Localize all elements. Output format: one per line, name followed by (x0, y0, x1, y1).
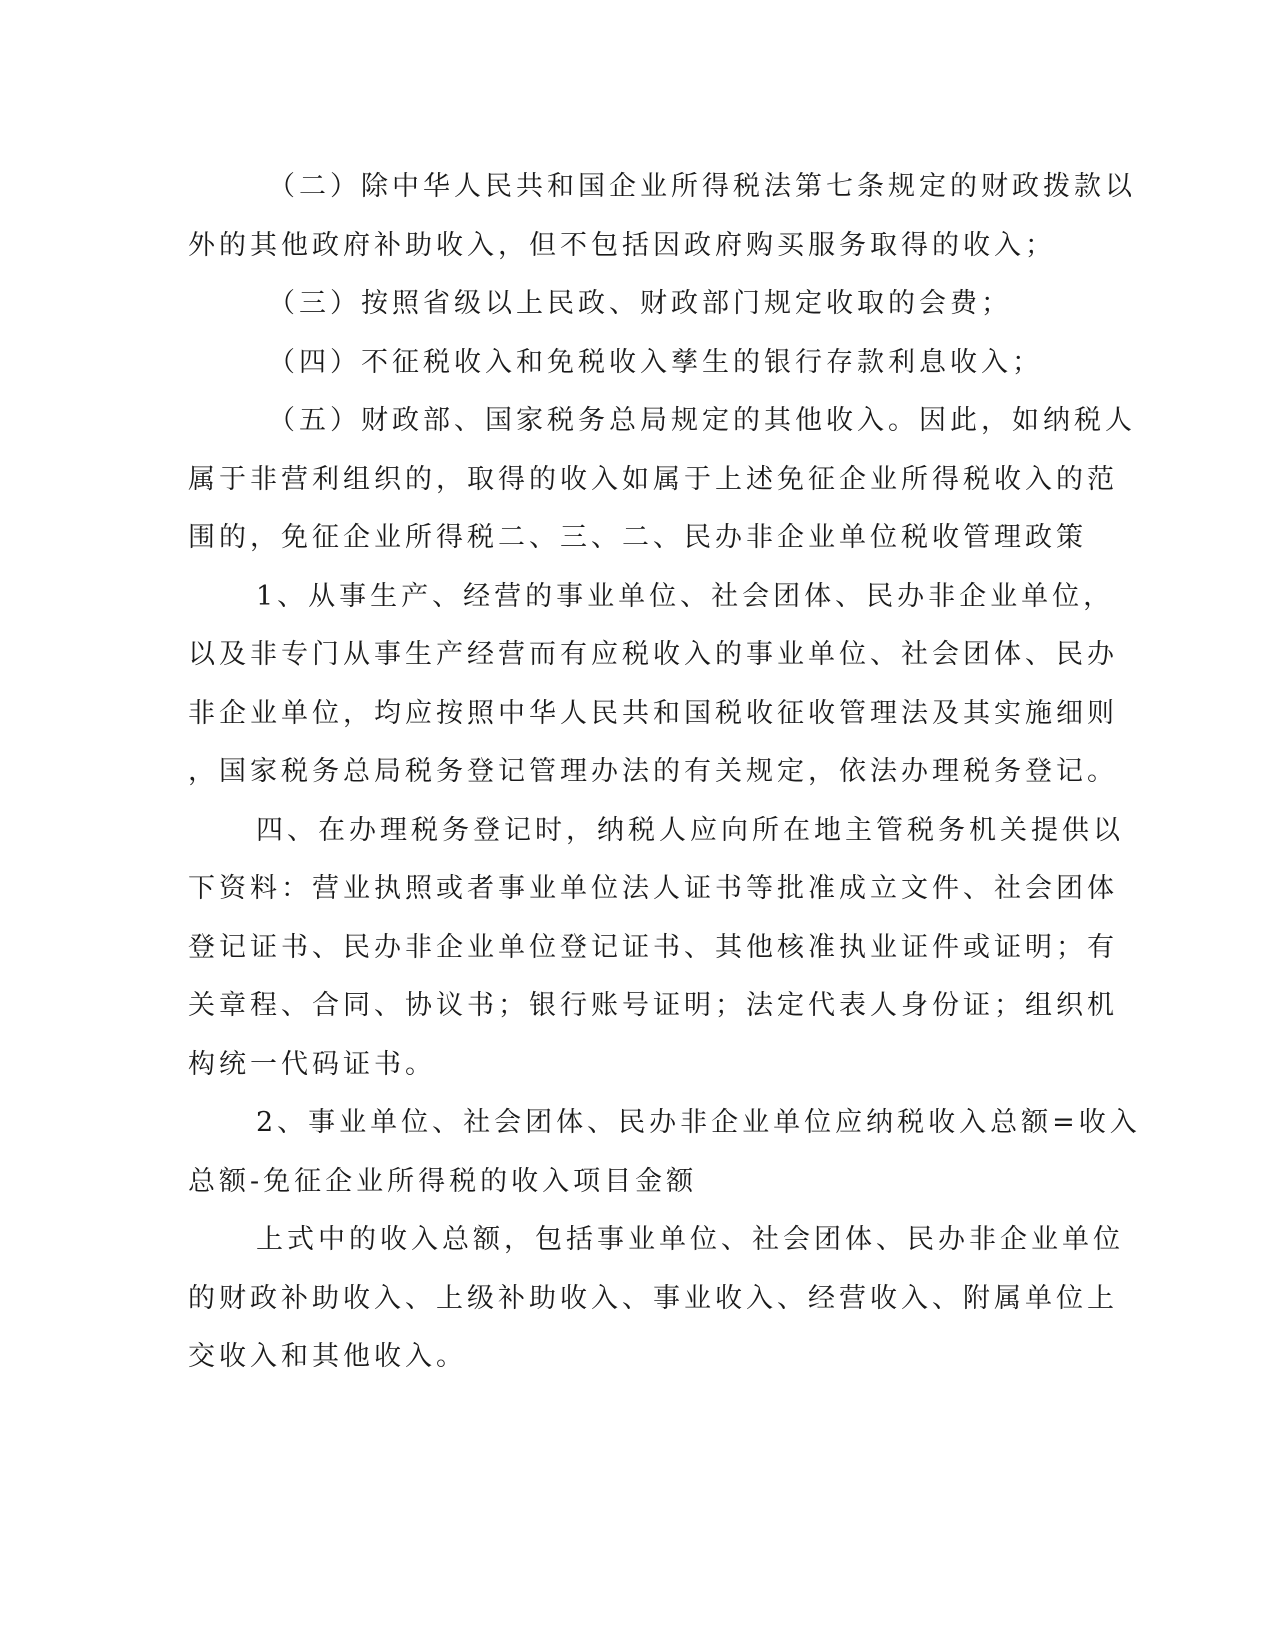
text-line: 以及非专门从事生产经营而有应税收入的事业单位、社会团体、民办 (188, 639, 1118, 670)
text-line: 非企业单位，均应按照中华人民共和国税收征收管理法及其实施细则 (188, 697, 1118, 729)
document-page (188, 158, 1141, 1387)
text-line: 上式中的收入总额，包括事业单位、社会团体、民办非企业单位 (256, 1224, 1124, 1255)
text-line: （五）财政部、国家税务总局规定的其他收入。因此，如纳税人 (268, 405, 1136, 436)
text-line: 1、从事生产、经营的事业单位、社会团体、民办非企业单位， (256, 580, 1115, 612)
text-line: 2、事业单位、社会团体、民办非企业单位应纳税收入总额=收入 (256, 1107, 1141, 1138)
text-line: （四）不征税收入和免税收入孳生的银行存款利息收入； (268, 346, 1043, 378)
text-line: 的财政补助收入、上级补助收入、事业收入、经营收入、附属单位上 (188, 1282, 1118, 1314)
text-line: （三）按照省级以上民政、财政部门规定收取的会费； (268, 288, 1012, 319)
text-line: 外的其他政府补助收入，但不包括因政府购买服务取得的收入； (188, 229, 1056, 261)
text-line: 交收入和其他收入。 (188, 1341, 467, 1372)
text-line: 围的，免征企业所得税二、三、二、民办非企业单位税收管理政策 (188, 522, 1087, 553)
text-line: ，国家税务总局税务登记管理办法的有关规定，依法办理税务登记。 (188, 756, 1118, 787)
text-line: 构统一代码证书。 (188, 1048, 436, 1080)
text-line: 四、在办理税务登记时，纳税人应向所在地主管税务机关提供以 (256, 814, 1124, 846)
text-line: 关章程、合同、协议书；银行账号证明；法定代表人身份证；组织机 (188, 990, 1118, 1021)
text-line: （二）除中华人民共和国企业所得税法第七条规定的财政拨款以 (268, 171, 1136, 202)
text-line: 登记证书、民办非企业单位登记证书、其他核准执业证件或证明；有 (188, 931, 1118, 963)
text-line: 属于非营利组织的，取得的收入如属于上述免征企业所得税收入的范 (188, 463, 1118, 495)
text-line: 总额-免征企业所得税的收入项目金额 (188, 1165, 698, 1197)
text-line: 下资料：营业执照或者事业单位法人证书等批准成立文件、社会团体 (188, 873, 1118, 904)
